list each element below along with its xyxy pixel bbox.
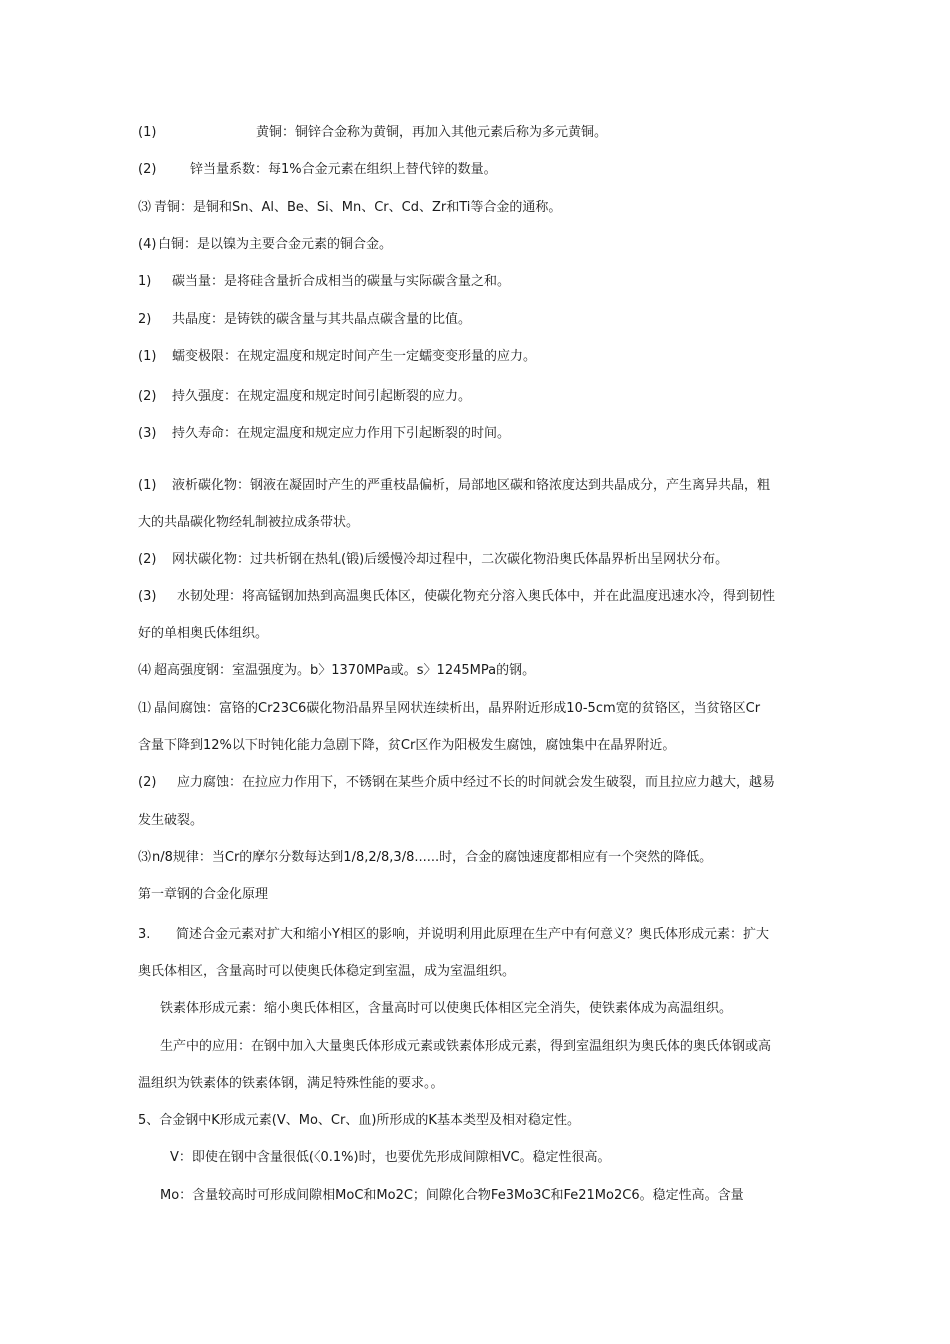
item-number: 3.: [138, 927, 151, 942]
item-number: (1): [138, 125, 157, 140]
definition-line: [138, 388, 471, 406]
line-text: 碳当量：是将硅含量折合成相当的碳量与实际碳含量之和。: [172, 274, 511, 289]
line-text: 液析碳化物：钢液在凝固时产生的严重枝晶偏析，局部地区碳和铬浓度达到共晶成分，产生离异共晶，粗: [172, 478, 771, 493]
line-text: 超高强度钢：室温强度为。b〉1370MPa或。s〉1245MPa的钢。: [154, 663, 536, 678]
line-text: 网状碳化物：过共析钢在热轧(锻)后缓慢冷却过程中，二次碳化物沿奥氏体晶界析出呈网状分布。: [172, 552, 729, 567]
line-text: 水韧处理：将高锰钢加热到高温奥氏体区，使碳化物充分溶入奥氏体中，并在此温度迅速水冷，得到韧性: [177, 589, 776, 604]
definition-line: [138, 425, 510, 443]
line-text: 好的单相奥氏体组织。: [138, 626, 269, 641]
line-text: 黄铜：铜锌合金称为黄铜，再加入其他元素后称为多元黄铜。: [256, 125, 608, 140]
line-text: 应力腐蚀：在拉应力作用下，不锈钢在某些介质中经过不长的时间就会发生破裂，而且拉应力越大，越易: [177, 775, 776, 790]
item-number: (2): [138, 389, 157, 404]
chapter-heading: [138, 886, 268, 904]
definition-line: [138, 551, 728, 569]
line-text: 共晶度：是铸铁的碳含量与其共晶点碳含量的比值。: [172, 312, 472, 327]
continuation-line: [138, 514, 359, 532]
line-text: Mo：含量较高时可形成间隙相MoC和Mo2C；间隙化合物Fe3Mo3C和Fe21Mo2C6。稳定性高。含量: [160, 1188, 744, 1203]
definition-line: [138, 273, 510, 291]
definition-line: [138, 311, 471, 329]
line-text: 生产中的应用：在钢中加入大量奥氏体形成元素或铁素体形成元素，得到室温组织为奥氏体的奥氏体钢或高: [160, 1039, 772, 1054]
continuation-line: [138, 625, 268, 643]
definition-line: [138, 236, 392, 254]
definition-line: [138, 161, 497, 179]
line-text: n/8规律：当Cr的摩尔分数每达到1/8,2/8,3/8......时，合金的腐蚀速度都相应有一个突然的降低。: [152, 850, 713, 865]
definition-line: [138, 199, 561, 217]
item-number: 1): [138, 274, 152, 289]
definition-line: [138, 662, 535, 680]
item-number: (1): [138, 478, 157, 493]
line-text: 蠕变极限：在规定温度和规定时间产生一定蠕变变形量的应力。: [172, 349, 537, 364]
item-number: ⑷: [138, 663, 152, 678]
definition-line: [138, 849, 712, 867]
question-line: [138, 1112, 580, 1130]
line-text: 铁素体形成元素：缩小奥氏体相区，含量高时可以使奥氏体相区完全消失，使铁素体成为高温组织。: [160, 1001, 733, 1016]
continuation-line: [138, 812, 203, 830]
line-text: 奥氏体相区，含量高时可以使奥氏体稳定到室温，成为室温组织。: [138, 964, 516, 979]
line-text: 锌当量系数：每1%合金元素在组织上替代锌的数量。: [190, 162, 497, 177]
definition-line: [138, 348, 536, 366]
continuation-line: [138, 1075, 444, 1093]
line-text: 含量下降到12%以下时钝化能力急剧下降，贫Cr区作为阳极发生腐蚀，腐蚀集中在晶界附近。: [138, 738, 676, 753]
line-text: 大的共晶碳化物经轧制被拉成条带状。: [138, 515, 360, 530]
line-text: 5、合金钢中K形成元素(V、Mo、Cr、血)所形成的K基本类型及相对稳定性。: [138, 1113, 580, 1128]
item-number: ⑴: [138, 701, 152, 716]
definition-line: [138, 700, 760, 718]
item-number: 2): [138, 312, 152, 327]
continuation-line: [138, 963, 515, 981]
line-text: 第一章钢的合金化原理: [138, 887, 269, 902]
line-text: 持久强度：在规定温度和规定时间引起断裂的应力。: [172, 389, 472, 404]
item-number: ⑶: [138, 200, 152, 215]
item-number: (2): [138, 162, 157, 177]
item-number: (1): [138, 349, 157, 364]
line-text: 晶间腐蚀：富铬的Cr23C6碳化物沿晶界呈网状连续析出，晶界附近形成10-5cm宽的贫铬区，当贫铬区Cr: [154, 701, 761, 716]
line-text: 温组织为铁素体的铁素体钢，满足特殊性能的要求。。: [138, 1076, 444, 1091]
line-text: 青铜：是铜和Sn、Al、Be、Si、Mn、Cr、Cd、Zr和Ti等合金的通称。: [154, 200, 562, 215]
indented-line: [170, 1149, 611, 1167]
definition-line: [138, 124, 607, 142]
line-text: 简述合金元素对扩大和缩小Y相区的影响，并说明利用此原理在生产中有何意义？奥氏体形成元素：扩大: [176, 927, 769, 942]
line-text: V：即使在钢中含量很低(〈0.1%)时，也要优先形成间隙相VC。稳定性很高。: [170, 1150, 611, 1165]
continuation-line: [138, 737, 675, 755]
indented-line: [160, 1187, 744, 1205]
indented-line: [160, 1038, 771, 1056]
indented-line: [160, 1000, 732, 1018]
definition-line: [138, 774, 775, 792]
line-text: 持久寿命：在规定温度和规定应力作用下引起断裂的时间。: [172, 426, 511, 441]
item-number: (2): [138, 775, 157, 790]
definition-line: [138, 477, 770, 495]
item-number: (3): [138, 426, 157, 441]
definition-line: [138, 588, 775, 606]
item-number: (3): [138, 589, 157, 604]
item-number: (2): [138, 552, 157, 567]
item-number: ⑶: [138, 850, 152, 865]
item-number: (4): [138, 237, 157, 252]
question-line: [138, 926, 769, 944]
line-text: 发生破裂。: [138, 813, 204, 828]
line-text: 白铜：是以镍为主要合金元素的铜合金。: [158, 237, 393, 252]
